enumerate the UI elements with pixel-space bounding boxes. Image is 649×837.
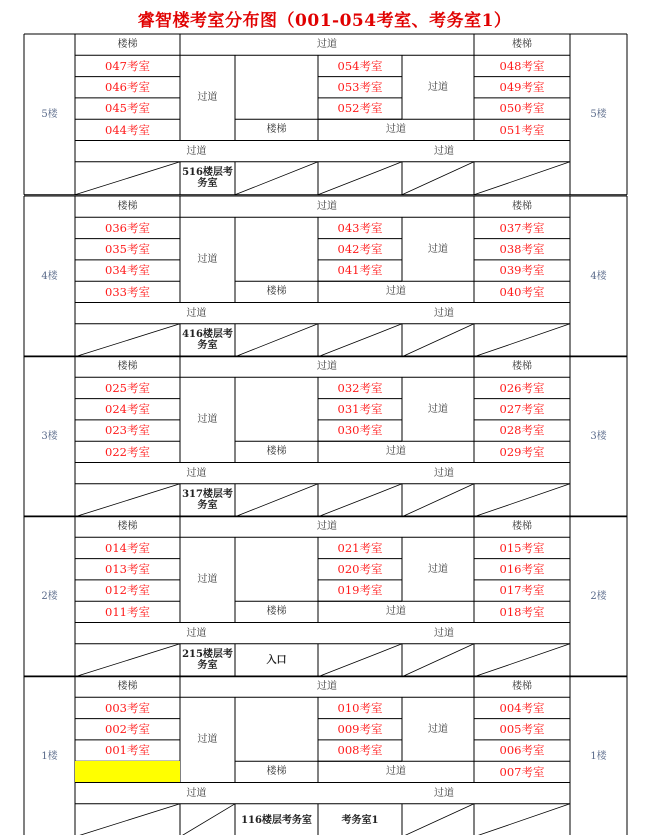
blank-cell-diagonal: [75, 484, 180, 517]
floor-label-left: 1楼: [41, 750, 58, 762]
corridor-label: 过道: [186, 467, 207, 479]
floor-exam-office: 116楼层考务室: [241, 814, 312, 826]
stairs-label: 楼梯: [117, 521, 138, 533]
corridor-label: 过道: [317, 681, 337, 693]
floor-label-left: 2楼: [41, 590, 58, 602]
exam-room-cell: 021考室: [337, 540, 383, 555]
exam-room-cell: 045考室: [105, 101, 150, 116]
corridor-label: 过道: [317, 361, 337, 373]
exam-room-cell: 003考室: [105, 700, 150, 715]
exam-room-cell: 030考室: [337, 423, 383, 438]
exam-room-cell: 012考室: [105, 583, 150, 598]
page-title: 睿智楼考室分布图（001-054考室、考务室1）: [137, 11, 512, 31]
corridor-label: 过道: [386, 606, 406, 618]
exam-room-cell: 008考室: [337, 743, 383, 758]
floor-exam-office: 516楼层考务室: [182, 167, 233, 190]
floor-exam-office: 317楼层考务室: [182, 489, 233, 512]
corridor-label: 过道: [428, 403, 448, 415]
blank-cell-diagonal: [474, 162, 570, 195]
entrance-label: 入口: [266, 654, 287, 666]
blank-cell-diagonal: [75, 644, 180, 677]
blank-cell-diagonal: [180, 804, 235, 835]
exam-room-cell: 004考室: [499, 700, 545, 715]
exam-room-cell: 032考室: [337, 380, 383, 395]
corridor-label: 过道: [197, 92, 218, 104]
stairs-label: 楼梯: [266, 124, 287, 136]
corridor-label: 过道: [197, 254, 218, 266]
exam-room-cell: 022考室: [105, 444, 150, 459]
corridor-label: 过道: [317, 521, 337, 533]
corridor-label: 过道: [434, 467, 454, 479]
corridor-label: 过道: [428, 243, 448, 255]
stairs-label: 楼梯: [266, 286, 287, 298]
blank-cell-diagonal: [75, 162, 180, 195]
floor-label-right: 1楼: [590, 750, 607, 762]
blank-cell-diagonal: [318, 644, 402, 677]
exam-room-cell: 002考室: [105, 721, 150, 736]
exam-room-cell: 001考室: [105, 743, 150, 758]
exam-room-cell: 014考室: [105, 540, 150, 555]
floor-label-right: 3楼: [590, 430, 607, 442]
exam-room-cell: 029考室: [499, 444, 545, 459]
exam-room-cell: 009考室: [337, 721, 383, 736]
blank-cell-diagonal: [474, 484, 570, 517]
highlighted-empty-cell: [75, 761, 180, 782]
stairs-label: 楼梯: [512, 521, 532, 533]
corridor-label: 过道: [428, 723, 448, 735]
floor-label-left: 5楼: [41, 108, 58, 120]
blank-cell-diagonal: [235, 162, 318, 195]
exam-room-cell: 028考室: [499, 423, 545, 438]
exam-room-cell: 027考室: [499, 401, 545, 416]
stairs-label: 楼梯: [117, 39, 138, 51]
floor-label-left: 3楼: [41, 430, 58, 442]
exam-room-cell: 054考室: [337, 58, 383, 73]
exam-room-cell: 050考室: [499, 101, 545, 116]
corridor-label: 过道: [434, 307, 454, 319]
corridor-label: 过道: [197, 574, 218, 586]
floor-label-right: 2楼: [590, 590, 607, 602]
exam-room-cell: 047考室: [105, 58, 150, 73]
exam-room-cell: 037考室: [499, 220, 545, 235]
floor-label-right: 5楼: [590, 108, 607, 120]
exam-room-cell: 011考室: [105, 604, 150, 619]
blank-cell-diagonal: [402, 804, 474, 835]
corridor-label: 过道: [434, 145, 454, 157]
blank-cell-diagonal: [75, 804, 180, 835]
exam-room-cell: 048考室: [499, 58, 545, 73]
exam-room-cell: 038考室: [499, 241, 545, 256]
stairs-label: 楼梯: [266, 606, 287, 618]
floor-exam-office: 215楼层考务室: [182, 649, 233, 672]
corridor-label: 过道: [197, 414, 218, 426]
stairs-label: 楼梯: [266, 446, 287, 458]
stairs-label: 楼梯: [117, 361, 138, 373]
corridor-label: 过道: [386, 446, 406, 458]
blank-cell-diagonal: [235, 324, 318, 357]
corridor-label: 过道: [197, 734, 218, 746]
corridor-label: 过道: [386, 124, 406, 136]
corridor-label: 过道: [386, 286, 406, 298]
exam-room-cell: 034考室: [105, 263, 150, 278]
corridor-label: 过道: [434, 627, 454, 639]
blank-cell-diagonal: [318, 162, 402, 195]
exam-room-cell: 040考室: [499, 284, 545, 299]
stairs-label: 楼梯: [117, 201, 138, 213]
exam-room-cell: 044考室: [105, 122, 150, 137]
exam-room-cell: 006考室: [499, 743, 545, 758]
blank-cell-diagonal: [474, 644, 570, 677]
blank-cell-diagonal: [402, 162, 474, 195]
exam-room-cell: 023考室: [105, 423, 150, 438]
exam-room-cell: 035考室: [105, 241, 150, 256]
exam-room-cell: 020考室: [337, 561, 383, 576]
exam-room-cell: 053考室: [337, 79, 383, 94]
stairs-label: 楼梯: [266, 766, 287, 778]
floor-label-right: 4楼: [590, 270, 607, 282]
stairs-label: 楼梯: [117, 681, 138, 693]
corridor-label: 过道: [386, 766, 406, 778]
exam-room-cell: 051考室: [499, 122, 545, 137]
stairs-label: 楼梯: [512, 361, 532, 373]
blank-cell-diagonal: [474, 324, 570, 357]
blank-cell-diagonal: [402, 644, 474, 677]
exam-room-cell: 018考室: [499, 604, 545, 619]
exam-room-cell: 013考室: [105, 561, 150, 576]
blank-cell-diagonal: [402, 484, 474, 517]
exam-room-cell: 024考室: [105, 401, 150, 416]
corridor-label: 过道: [186, 787, 207, 799]
exam-room-cell: 036考室: [105, 220, 150, 235]
blank-cell-diagonal: [75, 324, 180, 357]
exam-office-1: 考务室1: [341, 814, 379, 826]
exam-room-cell: 007考室: [499, 764, 545, 779]
blank-cell-diagonal: [318, 484, 402, 517]
exam-room-cell: 042考室: [337, 241, 383, 256]
exam-room-cell: 049考室: [499, 79, 545, 94]
stairs-label: 楼梯: [512, 39, 532, 51]
corridor-label: 过道: [317, 39, 337, 51]
exam-room-cell: 005考室: [499, 721, 545, 736]
exam-room-cell: 026考室: [499, 380, 545, 395]
floor-label-left: 4楼: [41, 270, 58, 282]
corridor-label: 过道: [186, 627, 207, 639]
stairs-label: 楼梯: [512, 201, 532, 213]
exam-room-cell: 033考室: [105, 284, 150, 299]
corridor-label: 过道: [317, 201, 337, 213]
corridor-label: 过道: [186, 145, 207, 157]
exam-room-cell: 025考室: [105, 380, 150, 395]
blank-cell-diagonal: [235, 484, 318, 517]
corridor-label: 过道: [428, 563, 448, 575]
exam-room-cell: 039考室: [499, 263, 545, 278]
exam-room-cell: 046考室: [105, 79, 150, 94]
stairs-label: 楼梯: [512, 681, 532, 693]
exam-room-cell: 019考室: [337, 583, 383, 598]
exam-room-cell: 043考室: [337, 220, 383, 235]
exam-room-cell: 041考室: [337, 263, 383, 278]
corridor-label: 过道: [434, 787, 454, 799]
exam-room-cell: 016考室: [499, 561, 545, 576]
blank-cell-diagonal: [402, 324, 474, 357]
floor-exam-office: 416楼层考务室: [182, 329, 233, 352]
corridor-label: 过道: [428, 81, 448, 93]
exam-room-cell: 017考室: [499, 583, 545, 598]
exam-room-cell: 010考室: [337, 700, 383, 715]
exam-room-cell: 031考室: [337, 401, 383, 416]
blank-cell-diagonal: [318, 324, 402, 357]
exam-room-cell: 015考室: [499, 540, 545, 555]
exam-room-cell: 052考室: [337, 101, 383, 116]
corridor-label: 过道: [186, 307, 207, 319]
blank-cell-diagonal: [474, 804, 570, 835]
